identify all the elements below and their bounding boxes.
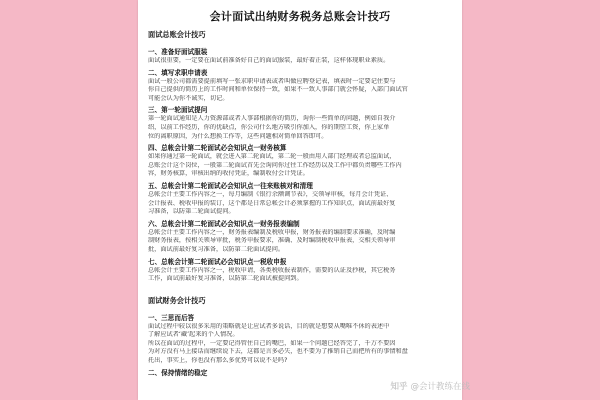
section <box>148 69 454 104</box>
section-text-line: 了解应试者‘藏’起来的个人情况。 <box>148 331 239 339</box>
section-text-line: 容，财务核算，审核出纳的收付凭证，编制收付会计凭证。 <box>148 170 309 178</box>
section-text-line: 面试过程中较以很多采用的策略就是让应试者多说话，目的就是想要从嘴唯不休的表述中 <box>148 322 390 330</box>
section-text-line: 总帐会计主要工作内容之一，财务报表编制及税收申报，财务报表的编制要求准确，及时编 <box>148 228 396 236</box>
section-text-line: 面试很重要，一定要在面试前准备好自己的面试服装，最好着正装，这样体现职业素质。 <box>148 57 390 64</box>
part-heading-1: 面试总账会计技巧 <box>148 30 206 39</box>
section <box>148 48 454 66</box>
section-text-line: 习准备，以防第二轮面试提问。 <box>148 208 235 216</box>
section-text-line: 第一轮面试通知是人力资源部或者人事部根据你的简历，询你一些简单的问题，例如自我介 <box>148 115 396 123</box>
document-title: 会计面试出纳财务税务总账会计技巧 <box>209 10 391 23</box>
part1-sections <box>148 48 454 284</box>
section-heading: 二、保持情绪的稳定 <box>148 368 208 377</box>
section-text-line: 制财务报表，按相关领导审批，税务申报要求，准确、及时编制税收申报表，交相关领导审 <box>148 237 396 245</box>
section <box>148 314 454 366</box>
section-heading: 三、第一轮面试提问 <box>148 106 208 115</box>
zhihu-logo: 知乎 <box>390 382 408 392</box>
section <box>148 144 454 179</box>
section-text-line: 总账会计这个岗位，一般第二轮面试首先会询问你过往工作经历以及工作中都负责哪些工作内 <box>148 161 402 169</box>
watermark-text: @会计教练在线 <box>410 382 470 392</box>
section <box>148 106 454 141</box>
section <box>148 182 454 217</box>
section-text-line: 面试一般公司都需要提前填写一张求职申请表或者叫做应聘登记表，填表时一定要记住要与 <box>148 77 396 85</box>
document-body <box>138 30 462 378</box>
part-heading-2: 面试财务会计技巧 <box>148 295 206 305</box>
section-text-line: 绍，以前工作经历，你的优缺点，你公司什么地方吸引你加入，你的期望工资，你上家单 <box>148 123 390 131</box>
section-text-line: 如果你通过第一轮面试，就会进入第二轮面试，第二轮一般由用人部门经理或者总监面试， <box>148 153 396 161</box>
section-heading: 六、总帐会计第二轮面试必会知识点一财务报表编制 <box>148 219 300 228</box>
section <box>148 220 454 255</box>
section-heading: 一、三思而后答 <box>148 313 195 322</box>
section-heading: 二、填写求职申请表 <box>148 68 208 77</box>
section-text-line: 托出，事实上，你也没有那么多优势可以说不是吗? <box>148 357 288 365</box>
section-text-line: 可能会认为你不诚实，切记。 <box>148 94 229 102</box>
section-text-line: 总帐会计主要工作内容之一，税收申请，各类税收报表制作，需要的认证及抄税，其它税务 <box>148 266 396 274</box>
section <box>148 369 454 378</box>
section-text-line: 会计报表、税收申报的装订，这个都是日常总帐会计必须掌握的工作知识点，面试前最好复 <box>148 199 396 207</box>
section-text-line: 工作，面试前最好复习准备，以防第二轮面试被提问到。 <box>148 275 303 283</box>
section-heading: 一、准备好面试服装 <box>148 48 208 56</box>
section-text-line: 为对方没有马上接话而继续说下去，这都是言多必失，也不要为了推销自己而把所有的事情和盘 <box>148 348 408 356</box>
section-heading: 五、总帐会计第二轮面试必会知识点一往来账核对和清理 <box>148 181 313 190</box>
zhihu-watermark <box>390 380 470 392</box>
section-text-line: 所以在面试的过程中，一定要记得管住自己的嘴巴，如果一个问题已经答完了，千万不要因 <box>148 339 396 347</box>
section-text-line: 批，面试前最好复习准备，以防第二轮面试提问。 <box>148 245 285 253</box>
section-text-line: 位的离职原因，为什么想换工作等，这些问题相对简单回答即可。 <box>148 132 328 140</box>
part2-sections <box>148 314 454 378</box>
section-text-line: 你自己提供的简历上的工作时间和单位保持一致，如果不一致人事部门就会怀疑，入部门面试官 <box>148 86 408 94</box>
section-heading: 四、总帐会计第二轮面试必会知识点一财务核算 <box>148 144 287 153</box>
section-text-line: 总帐会计主要工作内容之一，每月编制《银行余额调节表》，交领导审核，每月会计凭证、 <box>148 190 393 198</box>
section-heading: 七、总帐会计第二轮面试必会知识点一税收申报 <box>148 257 287 266</box>
document-page <box>138 0 462 400</box>
section <box>148 258 454 284</box>
